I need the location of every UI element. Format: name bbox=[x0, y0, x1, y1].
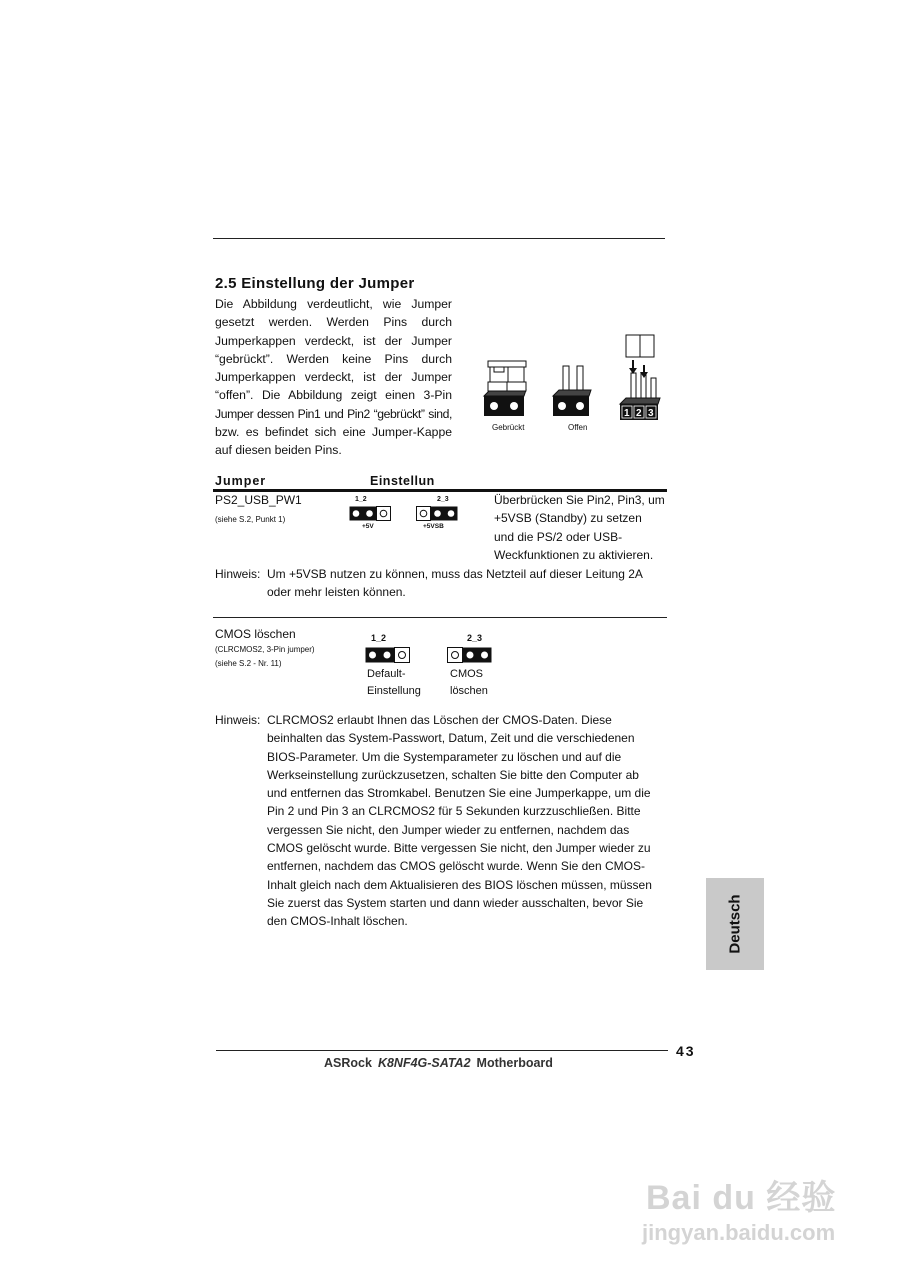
footer-brand: ASRock bbox=[324, 1056, 372, 1070]
intro-line: bzw. es befindet sich eine Jumper-Kappe bbox=[215, 425, 452, 440]
jumper-ref-ps2: (siehe S.2, Punkt 1) bbox=[215, 515, 286, 524]
note-line: Um +5VSB nutzen zu können, muss das Netzteil auf dieser Leitung 2A bbox=[267, 567, 643, 581]
pin-number-label: 1 bbox=[624, 408, 630, 419]
intro-line: Jumper dessen Pin1 und Pin2 “gebrückt” sind, bbox=[215, 406, 452, 421]
note-line: oder mehr leisten können. bbox=[267, 585, 406, 600]
note-line: CLRCMOS2 erlaubt Ihnen das Löschen der CMOS-Daten. Diese bbox=[267, 713, 612, 727]
ps2-note-prefix: Hinweis: bbox=[215, 567, 261, 581]
three-pin-jumper-figure bbox=[620, 335, 660, 420]
desc-line: +5VSB (Standby) zu setzen bbox=[494, 511, 642, 526]
footer-text bbox=[324, 1056, 553, 1070]
footer-model: K8NF4G-SATA2 bbox=[377, 1056, 471, 1070]
desc-line: und die PS/2 oder USB- bbox=[494, 529, 623, 544]
ps2-option-label-5vsb: +5VSB bbox=[423, 523, 444, 530]
open-jumper-figure bbox=[553, 366, 591, 416]
intro-line: gesetzt werden. Werden Pins durch bbox=[215, 315, 452, 330]
column-header-jumper: Jumper bbox=[215, 474, 267, 488]
cmos-option-2-label-line: CMOS bbox=[450, 668, 483, 680]
cmos-option-2-label-line: löschen bbox=[450, 684, 488, 697]
intro-line: Jumperkappen verdeckt, ist der Jumper bbox=[215, 370, 452, 385]
note-line: und entfernen das Stromkabel. Benutzen Sie eine Jumperkappe, um die bbox=[267, 786, 651, 801]
bridged-jumper-figure bbox=[484, 361, 526, 416]
intro-paragraph bbox=[215, 295, 452, 460]
intro-line: “gebrückt”. Werden keine Pins durch bbox=[215, 351, 452, 366]
intro-line: Jumperkappen verdeckt, ist der Jumper bbox=[215, 333, 452, 348]
note-line: Inhalt gleich nach dem Aktualisieren des BIOS löschen müssen, müssen bbox=[267, 877, 652, 892]
note-line: BIOS-Parameter. Um die Systemparameter zu löschen und auf die bbox=[267, 749, 622, 764]
note-line: Sie zuerst das System starten und dann wieder ausschalten, bevor Sie bbox=[267, 895, 644, 910]
cmos-pin-label-1-2: 1_2 bbox=[371, 633, 387, 643]
cmos-option-1-label-line: Default- bbox=[367, 668, 406, 680]
note-line: Pin 2 und Pin 3 an CLRCMOS2 für 5 Sekunden kurzzuschließen. Bitte bbox=[267, 804, 641, 819]
desc-line: Weckfunktionen zu aktivieren. bbox=[494, 547, 654, 562]
language-side-tab-label: Deutsch bbox=[726, 894, 744, 954]
note-line: Werkseinstellung zurückzusetzen, schalten Sie bitte den Computer ab bbox=[267, 767, 639, 782]
language-side-tab bbox=[706, 878, 764, 970]
pin-number-label: 3 bbox=[648, 408, 654, 419]
note-line: vergessen Sie nicht, den Jumper wieder zu entfernen, nachdem das bbox=[267, 822, 630, 837]
footer-product: Motherboard bbox=[476, 1056, 553, 1070]
intro-line: “offen”. Die Abbildung zeigt einen 3-Pin bbox=[215, 388, 452, 403]
ps2-description bbox=[494, 491, 666, 564]
caption-open: Offen bbox=[568, 423, 588, 432]
ps2-option-label-5v: +5V bbox=[362, 523, 374, 530]
ps2-note bbox=[267, 565, 667, 602]
section-title: 2.5 Einstellung der Jumper bbox=[215, 275, 415, 292]
note-line: entfernen, nachdem das CMOS gelöscht wurde. Wenn Sie den CMOS- bbox=[267, 859, 645, 874]
cmos-jumper-option-2-3 bbox=[447, 647, 492, 663]
jumper-name-ps2-usb-pw1: PS2_USB_PW1 bbox=[215, 493, 302, 507]
ps2-jumper-option-2-3 bbox=[416, 506, 458, 521]
pin-number-label: 2 bbox=[636, 408, 642, 419]
note-line: CMOS gelöscht wurde. Bitte vergessen Sie nicht, den Jumper wieder zu bbox=[267, 841, 651, 856]
cmos-pin-label-2-3: 2_3 bbox=[467, 633, 483, 643]
jumper-name-cmos: CMOS löschen bbox=[215, 627, 296, 641]
pin-label-2-3: 2_3 bbox=[437, 496, 449, 503]
desc-line: Überbrücken Sie Pin2, Pin3, um bbox=[494, 493, 665, 507]
jumper-ref-cmos-2: (siehe S.2 - Nr. 11) bbox=[215, 659, 282, 668]
note-line: den CMOS-Inhalt löschen. bbox=[267, 914, 408, 929]
pin-label-1-2: 1_2 bbox=[355, 496, 367, 503]
top-divider bbox=[213, 238, 665, 239]
watermark-logo: Bai du 经验 bbox=[646, 1179, 837, 1217]
cmos-option-1-label bbox=[367, 666, 421, 699]
note-line: beinhalten das System-Passwort, Datum, Zeit und die verschiedenen bbox=[267, 731, 635, 746]
cmos-option-2-label bbox=[450, 666, 488, 699]
cmos-jumper-option-1-2 bbox=[365, 647, 410, 663]
intro-line: auf diesen beiden Pins. bbox=[215, 443, 342, 458]
cmos-note bbox=[267, 711, 667, 931]
caption-bridged: Gebrückt bbox=[492, 423, 525, 432]
ps2-jumper-option-1-2 bbox=[349, 506, 391, 521]
watermark-url: jingyan.baidu.com bbox=[642, 1220, 836, 1245]
cmos-note-prefix: Hinweis: bbox=[215, 713, 261, 727]
footer-rule bbox=[216, 1050, 668, 1051]
intro-line: Die Abbildung verdeutlicht, wie Jumper bbox=[215, 297, 452, 311]
section-divider bbox=[213, 617, 667, 618]
cmos-option-1-label-line: Einstellung bbox=[367, 684, 421, 697]
jumper-ref-cmos-1: (CLRCMOS2, 3-Pin jumper) bbox=[215, 645, 315, 654]
column-header-setting: Einstellun bbox=[370, 474, 435, 488]
jumper-illustration bbox=[476, 330, 666, 430]
page-number: 43 bbox=[676, 1043, 696, 1059]
